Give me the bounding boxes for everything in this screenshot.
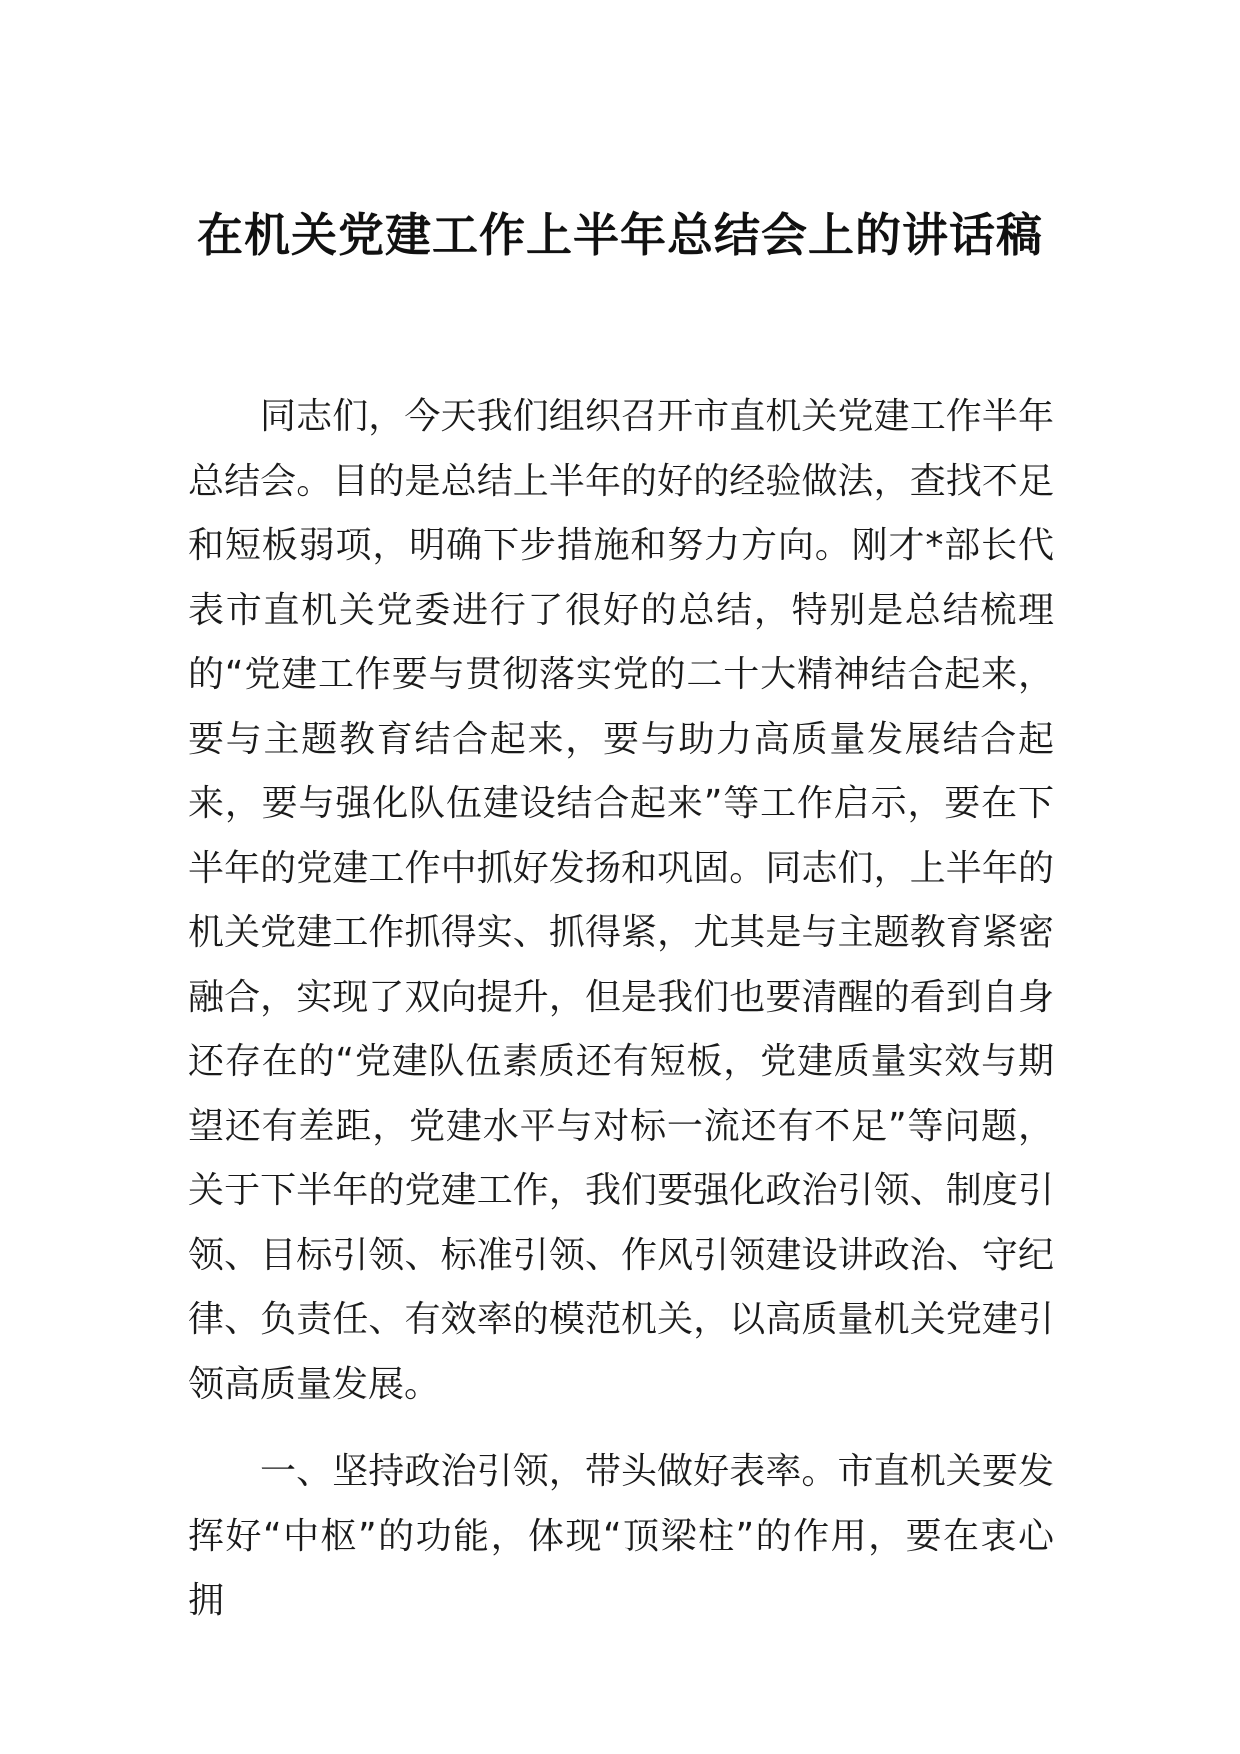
body-paragraph-section-one: 一、坚持政治引领，带头做好表率。市直机关要发挥好“中枢”的功能，体现“顶梁柱”的作用，要在衷心拥 — [188, 1451, 1054, 1621]
body-paragraph-intro: 同志们，今天我们组织召开市直机关党建工作半年总结会。目的是总结上半年的好的经验做法，查找不足和短板弱项，明确下步措施和努力方向。刚才*部长代表市直机关党委进行了很好的总结，特别是总结梳理的“党建工作要与贯彻落实党的二十大精神结合起来，要与主题教育结合起来，要与助力高质量发展结合起来，要与强化队伍建设结合起来”等工作启示，要在下半年的党建工作中抓好发扬和巩固。同志们，上半年的机关党建工作抓得实、抓得紧，尤其是与主题教育紧密融合，实现了双向提升，但是我们也要清醒的看到自身还存在的“党建队伍素质还有短板，党建质量实效与期望还有差距，党建水平与对标一流还有不足”等问题，关于下半年的党建工作，我们要强化政治引领、制度引领、目标引领、标准引领、作风引领建设讲政治、守纪律、负责任、有效率的模范机关，以高质量机关党建引领高质量发展。 — [188, 396, 1054, 1405]
document-title: 在机关党建工作上半年总结会上的讲话稿 — [197, 208, 1043, 262]
